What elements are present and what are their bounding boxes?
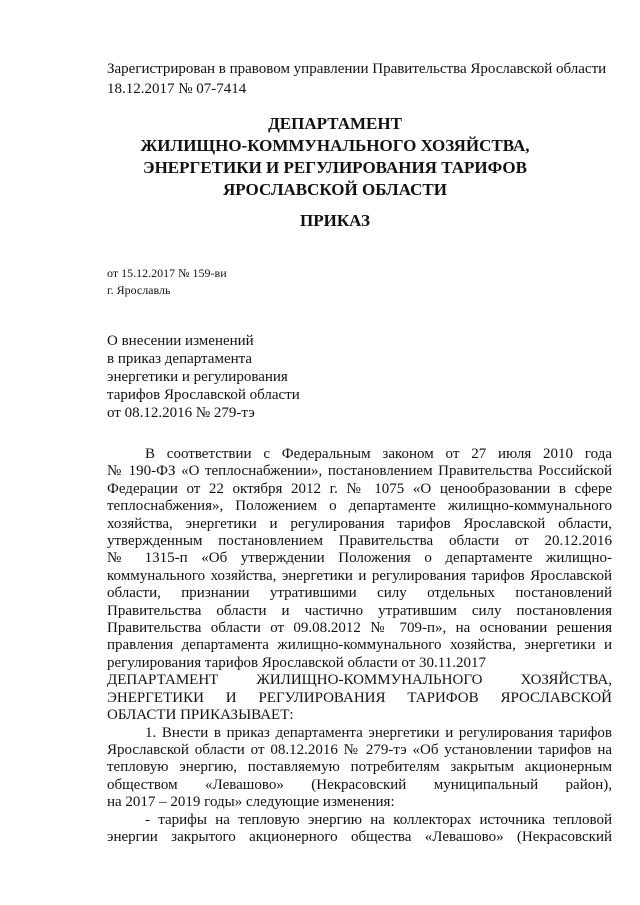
order-meta (107, 265, 227, 299)
body-line: утвержденным постановлением Правительства области от 20.12.2016 (107, 533, 612, 550)
department-line: ЭНЕРГЕТИКИ И РЕГУЛИРОВАНИЯ ТАРИФОВ (143, 158, 527, 177)
registration-line: 18.12.2017 № 07-7414 (107, 81, 247, 97)
item-line: обществом «Левашово» (Некрасовский муниципальный район), (107, 776, 612, 793)
department-line: ДЕПАРТАМЕНТ (268, 114, 402, 133)
body-line: правления департамента жилищно-коммунального хозяйства, энергетики и (107, 637, 612, 654)
decree-line: ЭНЕРГЕТИКИ И РЕГУЛИРОВАНИЯ ТАРИФОВ ЯРОСЛАВСКОЙ (107, 689, 612, 706)
order-city: г. Ярославль (107, 283, 171, 297)
body-line: № 1315-п «Об утверждении Положения о департаменте жилищно- (107, 550, 612, 567)
subject-line: энергетики и регулирования (107, 369, 288, 385)
body-line: Федерации от 22 октября 2012 г. № 1075 «О ценообразовании в сфере (107, 480, 612, 497)
department-line: ЯРОСЛАВСКОЙ ОБЛАСТИ (223, 180, 447, 199)
registration-line: Зарегистрирован в правовом управлении Правительства Ярославской области (107, 61, 607, 77)
subject-line: О внесении изменений (107, 333, 254, 349)
order-body (107, 446, 612, 846)
order-title: ПРИКАЗ (300, 211, 370, 230)
item-line: тепловую энергию, поставляемую потребителям закрытым акционерным (107, 759, 612, 776)
body-line: области, признании утратившими силу отдельных постановлений (107, 585, 612, 602)
subject-line: в приказ департамента (107, 351, 253, 367)
order-subject (107, 332, 300, 422)
body-line: Правительства области и частично утратившим силу постановления (107, 602, 612, 619)
subject-line: от 08.12.2016 № 279-тэ (107, 405, 255, 421)
item-line: Ярославской области от 08.12.2016 № 279-тэ «Об установлении тарифов на (107, 741, 612, 758)
item-line: на 2017 – 2019 годы» следующие изменения: (107, 794, 395, 811)
item-line: 1. Внести в приказ департамента энергетики и регулирования тарифов (145, 724, 612, 741)
body-line: № 190-ФЗ «О теплоснабжении», постановлением Правительства Российской (107, 463, 612, 480)
decree-line: ОБЛАСТИ ПРИКАЗЫВАЕТ: (107, 707, 294, 724)
subitem-line: - тарифы на тепловую энергию на коллекторах источника тепловой (145, 811, 612, 828)
department-line: ЖИЛИЩНО-КОММУНАЛЬНОГО ХОЗЯЙСТВА, (140, 136, 530, 155)
subject-line: тарифов Ярославской области (107, 387, 300, 403)
order-date-number: от 15.12.2017 № 159-ви (107, 266, 227, 280)
body-line: коммунального хозяйства, энергетики и регулирования тарифов Ярославской (107, 567, 612, 584)
body-line: В соответствии с Федеральным законом от 27 июля 2010 года (145, 446, 612, 462)
subitem-line: энергии закрытого акционерного общества «Левашово» (Некрасовский (107, 828, 612, 845)
body-line: Правительства области от 09.08.2012 № 709-п», на основании решения (107, 620, 612, 637)
registration-note (107, 59, 617, 99)
decree-line: ДЕПАРТАМЕНТ ЖИЛИЩНО-КОММУНАЛЬНОГО ХОЗЯЙСТВА, (107, 672, 612, 689)
department-heading (100, 113, 570, 201)
body-line: теплоснабжения», Положением о департаменте жилищно-коммунального (107, 498, 612, 515)
body-line: регулирования тарифов Ярославской области от 30.11.2017 (107, 654, 486, 671)
body-line: хозяйства, энергетики и регулирования тарифов Ярославской области, (107, 515, 612, 532)
